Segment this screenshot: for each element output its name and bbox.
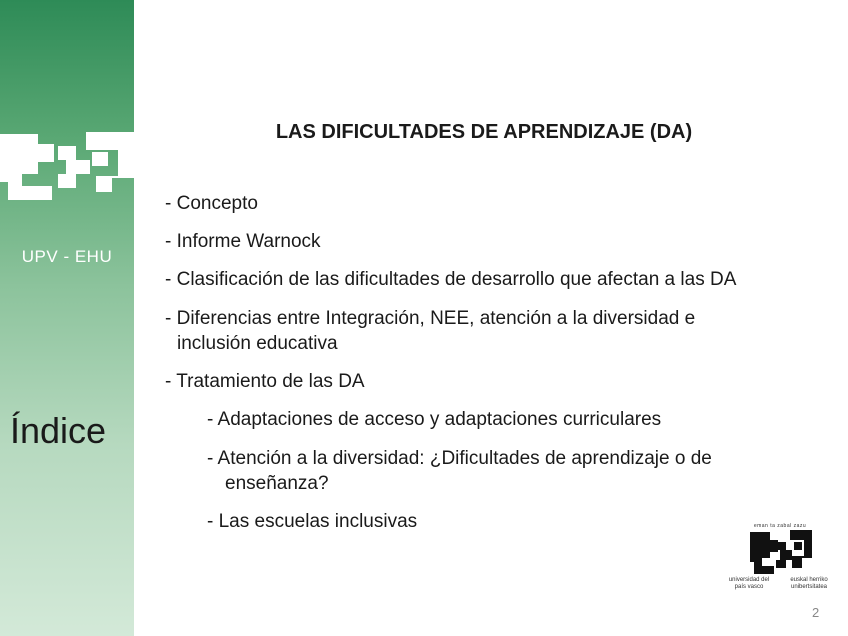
brand-left-text: universidad del país vasco <box>728 577 770 590</box>
list-item: - Concepto <box>165 193 258 214</box>
list-item-continuation: inclusión educativa <box>177 333 338 354</box>
section-title: Índice <box>10 410 107 451</box>
sub-list-item: - Las escuelas inclusivas <box>207 511 418 532</box>
list-item: - Informe Warnock <box>165 231 321 252</box>
sub-list-item: - Atención a la diversidad: ¿Dificultades de aprendizaje o de <box>207 448 712 469</box>
sidebar <box>0 0 134 636</box>
brand-right-text: euskal herriko unibertsitatea <box>790 577 828 590</box>
upv-ehu-logo-icon <box>0 126 134 206</box>
sub-list-item: - Adaptaciones de acceso y adaptaciones curriculares <box>207 409 662 430</box>
university-label: UPV - EHU <box>21 247 113 266</box>
slide-title: LAS DIFICULTADES DE APRENDIZAJE (DA) <box>275 121 693 143</box>
list-item: - Diferencias entre Integración, NEE, atención a la diversidad e <box>165 308 696 329</box>
sub-list-item-continuation: enseñanza? <box>225 473 329 494</box>
brand-motto: eman ta zabal zazu <box>753 523 807 529</box>
list-item: - Tratamiento de las DA <box>165 371 365 392</box>
page-number: 2 <box>812 605 820 620</box>
list-item: - Clasificación de las dificultades de desarrollo que afectan a las DA <box>165 269 737 290</box>
